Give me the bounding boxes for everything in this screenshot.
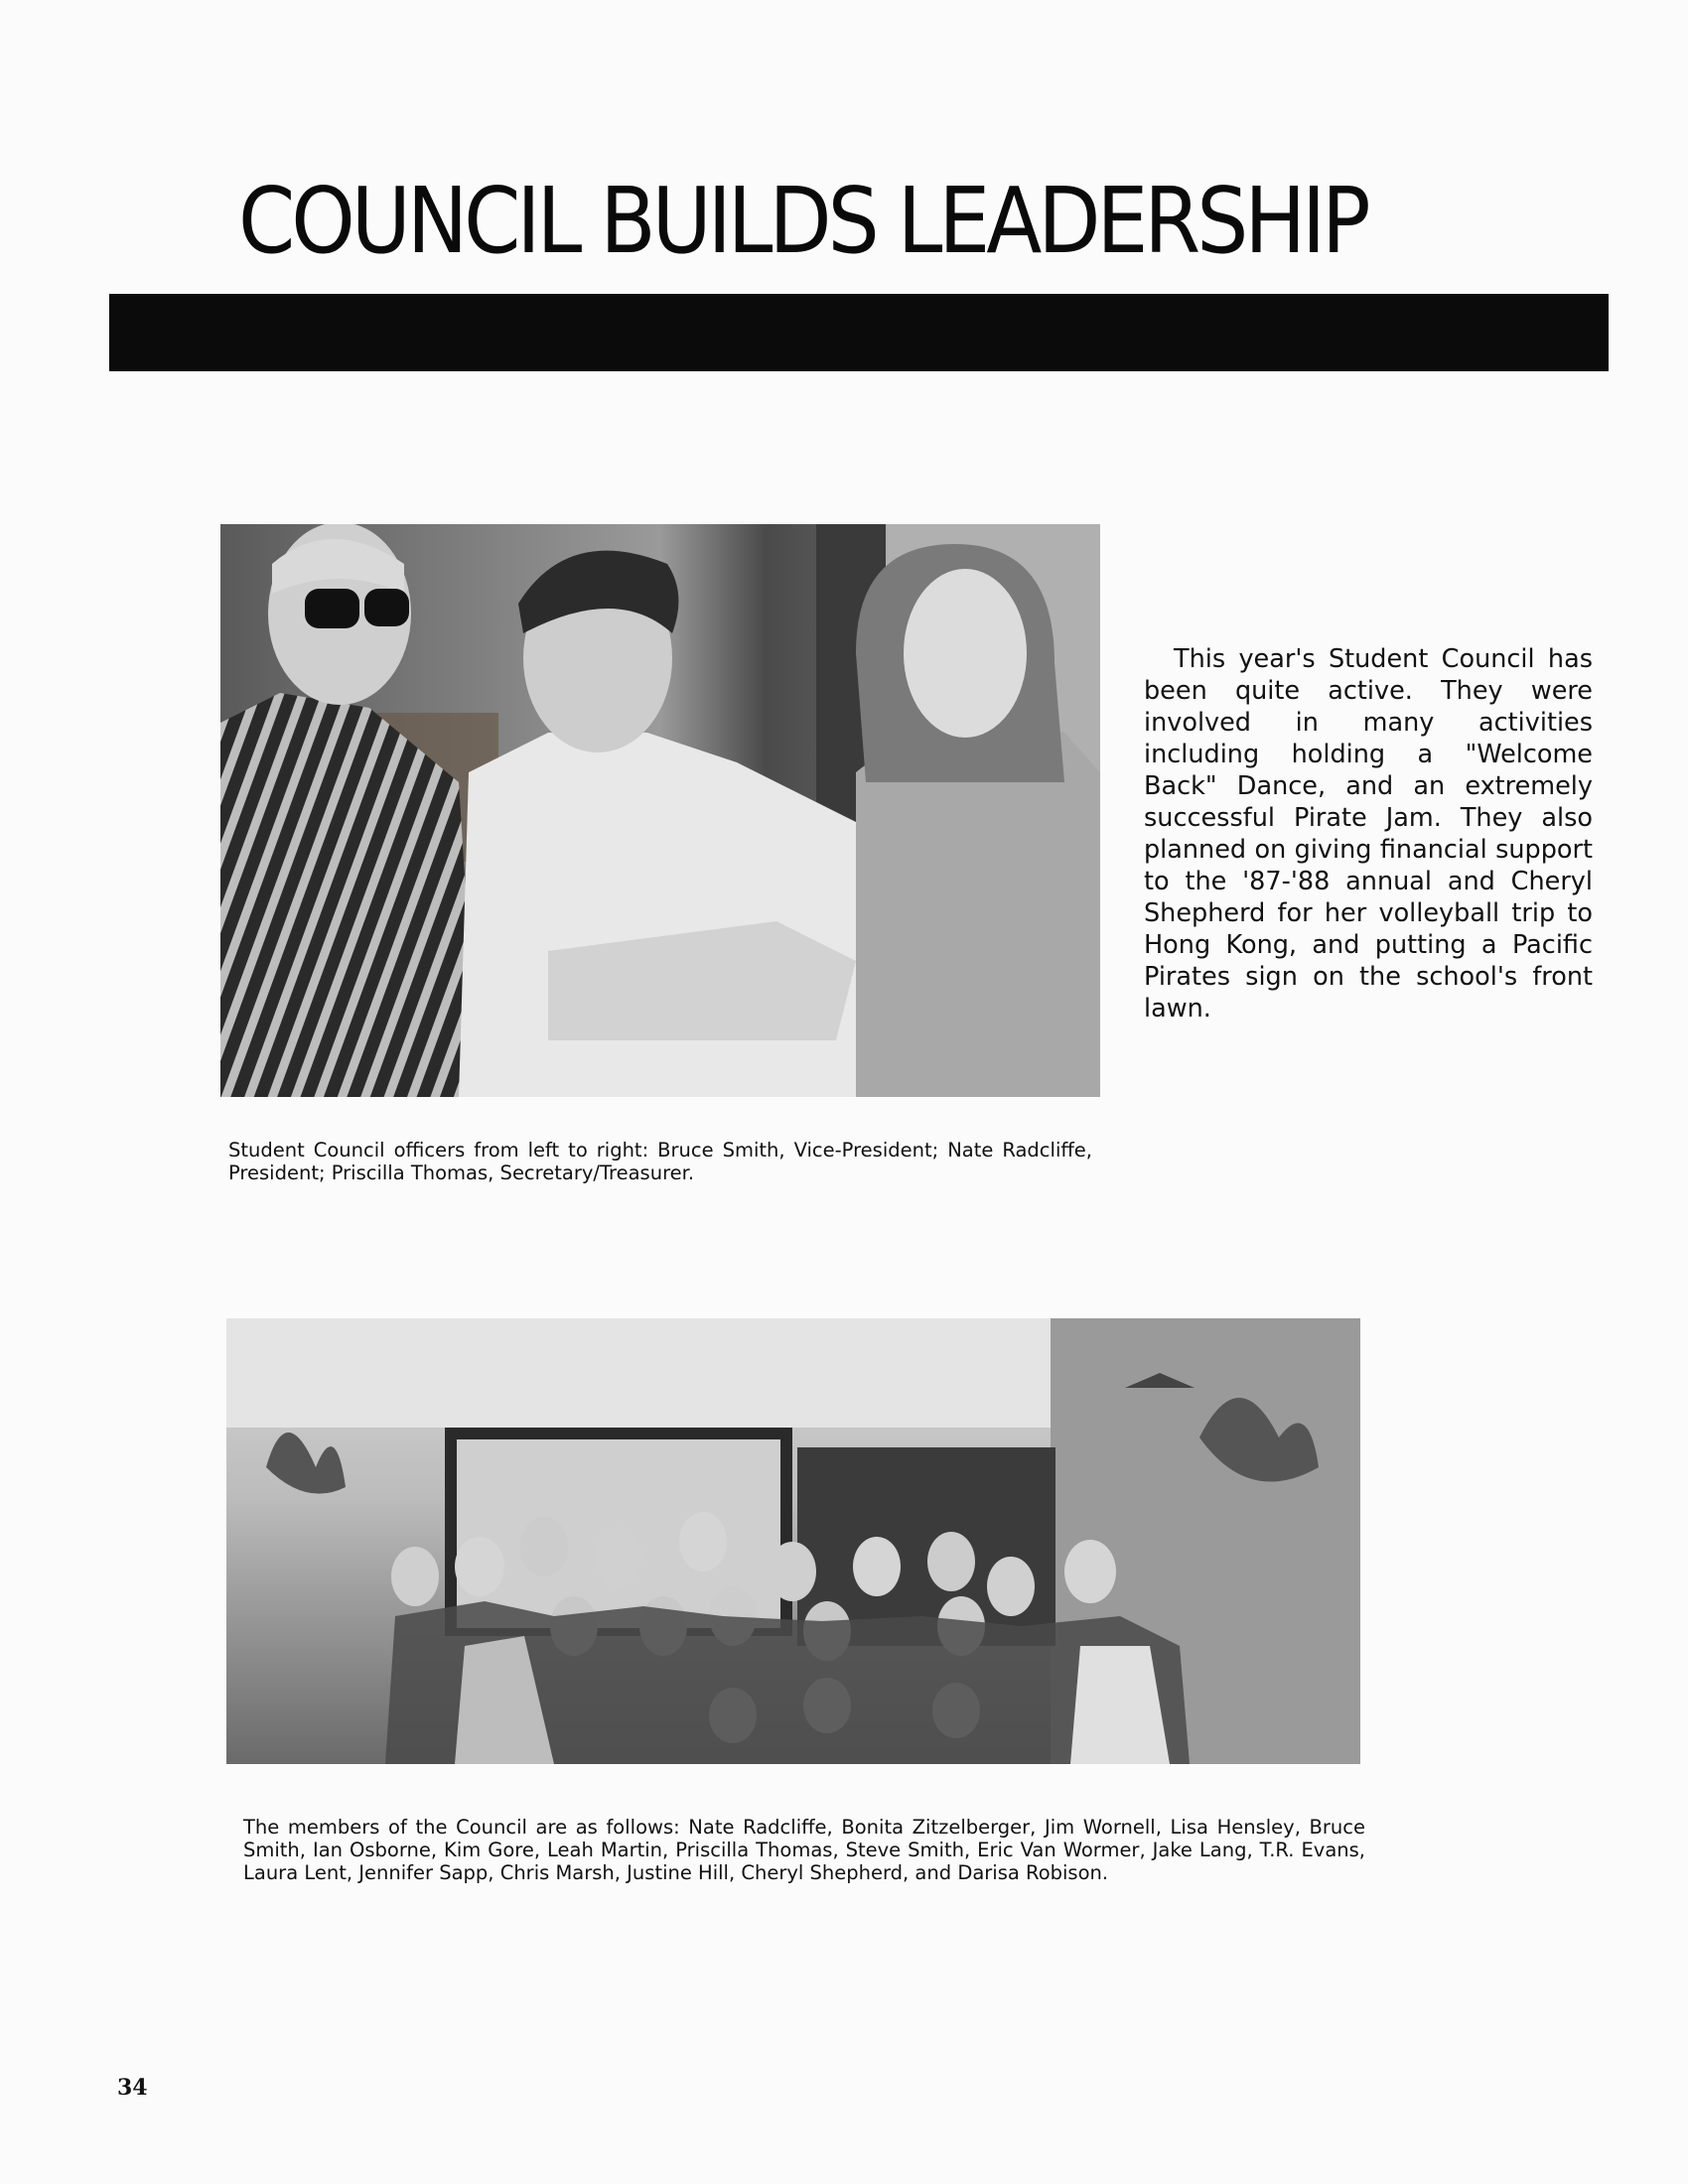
page-title: COUNCIL BUILDS LEADERSHIP — [238, 169, 1367, 275]
title-bar — [109, 294, 1609, 371]
page-number: 34 — [117, 2075, 148, 2101]
council-photo-caption: The members of the Council are as follows: Nate Radcliffe, Bonita Zitzelberger, Jim Wornell, Lisa Hensley, Bruce Smith, Ian Osborne, Kim Gore, Leah Martin, Priscilla Thomas, Steve Smith, Eric Van Wormer, Jake Lang, T.R. Evans, Laura Lent, Jennifer Sapp, Chris Marsh, Justine Hill, Cheryl Shepherd, and Darisa Robison. — [243, 1816, 1365, 1884]
article-body: This year's Student Council has been quite active. They were involved in many activities including holding a "Welcome Back" Dance, and an extremely successful Pirate Jam. They also planned on giving financial support to the '87-'88 annual and Cheryl Shepherd for her volleyball trip to Hong Kong, and putting a Pacific Pirates sign on the school's front lawn. — [1144, 644, 1593, 1024]
officers-photo — [220, 524, 1100, 1097]
council-group-photo — [226, 1318, 1360, 1764]
officers-photo-caption: Student Council officers from left to right: Bruce Smith, Vice-President; Nate Radcliffe, President; Priscilla Thomas, Secretary/Treasurer. — [228, 1139, 1092, 1184]
